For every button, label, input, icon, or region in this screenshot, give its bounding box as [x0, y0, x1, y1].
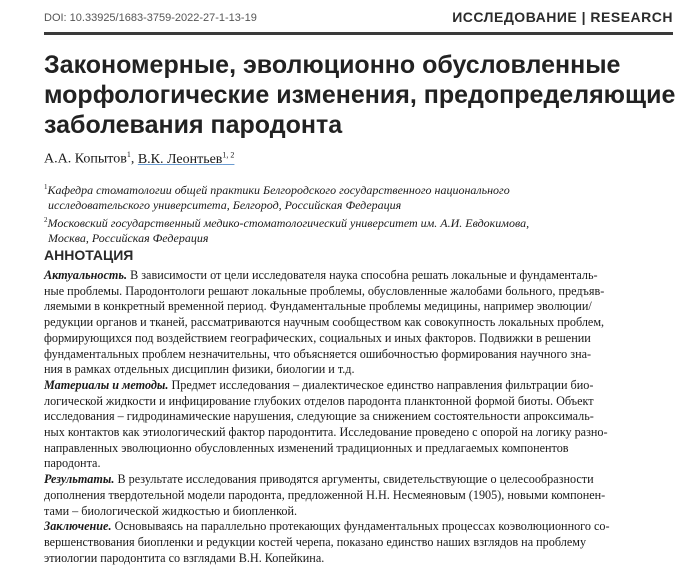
doi-label[interactable]: DOI: 10.33925/1683-3759-2022-27-1-13-19 — [44, 12, 257, 24]
abstract-line: Материалы и методы. Предмет исследования – диалектическое единство направления фильтрации био- — [44, 377, 594, 392]
abstract-line: ния в рамках отдельных дисциплин физики, биологии и т.д. — [44, 362, 355, 377]
abstract-line: редукции органов и тканей, рассматриваются научным сообществом как совокупность локальных проблем, — [44, 315, 605, 330]
abstract-heading: АННОТАЦИЯ — [44, 247, 134, 263]
title-line: морфологические изменения, предопределяющие — [44, 81, 676, 109]
section-tag: ИССЛЕДОВАНИЕ | RESEARCH — [452, 9, 673, 25]
header-rule — [44, 32, 673, 35]
author-list: А.А. Копытов$^1$, В.К. Леонтьев$^{1, 2}$ — [44, 150, 235, 167]
abstract-line: пародонта. — [44, 456, 101, 471]
abstract-line: логической жидкости и инфицирование глубоких отделов пародонта планктонной формой биоты. Объект — [44, 393, 594, 408]
article-title — [44, 50, 684, 140]
abstract-line: тами – биологической жидкостью и биопленкой. — [44, 503, 298, 518]
abstract-line: этиологии пародонтита со взглядами В.Н. Копейкина. — [44, 550, 325, 565]
author-affil-ref: 1 — [126, 150, 131, 159]
affiliation-number: 2 — [44, 216, 48, 224]
abstract-section-lead: Результаты. — [44, 472, 115, 487]
abstract-line: Результаты. В результате исследования приводятся аргументы, свидетельствующие о целесообразности — [44, 472, 594, 487]
abstract-line: ных контактов как этиологический фактор пародонтита. Исследование проведено с опорой на логику разно- — [44, 425, 608, 440]
abstract-line: Заключение. Основываясь на параллельно протекающих фундаментальных процессах коэволюционного со- — [44, 519, 610, 534]
affiliation-line: исследовательского университета, Белгород, Российская Федерация — [48, 198, 402, 212]
abstract-line: направленных эволюционно обусловленных изменений традиционных и предлагаемых компонентов — [44, 440, 569, 455]
journal-header — [44, 8, 673, 30]
author-name: В.К. Леонтьев — [137, 151, 223, 167]
abstract-line: Актуальность. В зависимости от цели исследователя наука способна решать локальные и фундаменталь- — [44, 268, 598, 282]
abstract-line: фундаментальных проблем незначительны, что объясняется ошибочностью формирования научного зна- — [44, 346, 592, 361]
abstract-section-lead: Материалы и методы. — [44, 377, 169, 392]
abstract-body — [44, 268, 648, 566]
title-line: заболевания пародонта — [44, 111, 343, 139]
author-name-link[interactable] — [138, 152, 235, 167]
abstract-line: ляемыми в конкретный временной период. Фундаментальные проблемы медицины, например эволюции/ — [44, 299, 592, 314]
abstract-line: вершенствования биопленки и редукции костей черепа, показано единство наших взглядов на проблему — [44, 534, 587, 549]
affiliation-line: Москва, Российская Федерация — [48, 231, 209, 245]
affiliations — [44, 180, 529, 246]
abstract-line: дополнения твердотельной модели пародонта, предложенной Н.Н. Несмеяновым (1905), новыми компонен- — [44, 487, 606, 502]
title-line: Закономерные, эволюционно обусловленные — [44, 51, 621, 79]
author-affil-ref: 1, 2 — [222, 150, 235, 159]
author-name: А.А. Копытов — [44, 151, 127, 167]
abstract-line: ные проблемы. Пародонтологи решают локальные проблемы, обусловленные жалобами больного, предъяв- — [44, 283, 605, 298]
abstract-line: формирующихся под воздействием географических, социальных и иных факторов. Подвижки в решении — [44, 330, 591, 345]
affiliation-line: $^2$Московский государственный медико-стоматологический университет им. А.И. Евдокимова, — [44, 216, 530, 230]
abstract-line: исследования – гидродинамические нарушения, следующие за снижением состоятельности апроксималь- — [44, 409, 594, 424]
affiliation-line: $^1$Кафедра стоматологии общей практики Белгородского государственного национального — [44, 183, 510, 197]
abstract-section-lead: Актуальность. — [44, 268, 128, 282]
affiliation-number: 1 — [44, 183, 48, 191]
abstract-section-lead: Заключение. — [44, 519, 112, 534]
